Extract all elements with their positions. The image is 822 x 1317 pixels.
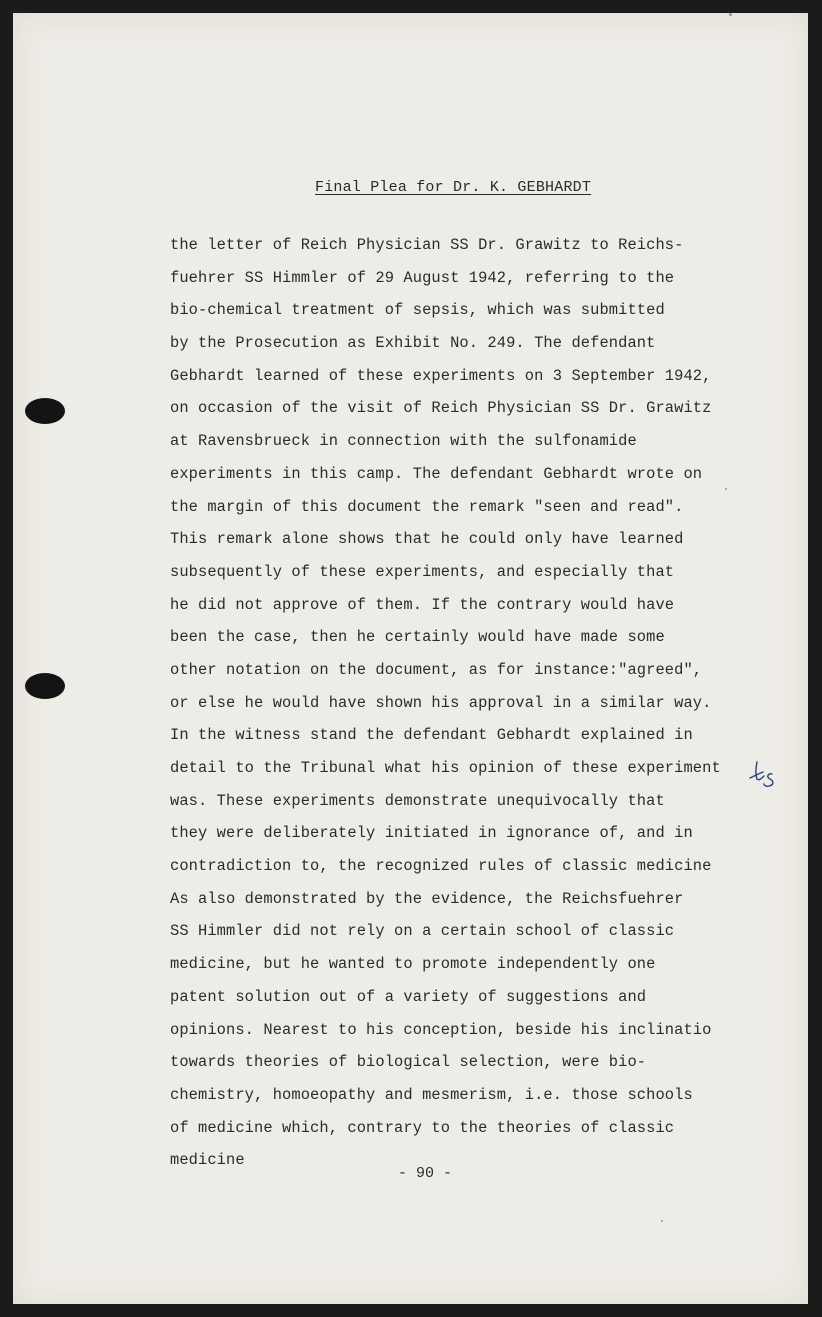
text-line: bio-chemical treatment of sepsis, which was submitted	[170, 301, 665, 320]
text-line: opinions. Nearest to his conception, beside his inclinatio	[170, 1020, 712, 1039]
text-line: been the case, then he certainly would have made some	[170, 628, 665, 647]
text-line: medicine	[170, 1151, 245, 1170]
document-page	[13, 13, 808, 1304]
text-line: he did not approve of them. If the contrary would have	[170, 595, 675, 614]
text-line: at Ravensbrueck in connection with the sulfonamide	[170, 432, 637, 451]
text-line: SS Himmler did not rely on a certain school of classic	[170, 922, 675, 941]
text-line: detail to the Tribunal what his opinion of these experiment	[170, 759, 721, 777]
text-line: on occasion of the visit of Reich Physician SS Dr. Grawitz	[170, 399, 712, 418]
text-line: subsequently of these experiments, and especially that	[170, 562, 675, 581]
text-line: the margin of this document the remark "seen and read".	[170, 497, 684, 516]
text-line: In the witness stand the defendant Gebhardt explained in	[170, 726, 693, 745]
text-line: As also demonstrated by the evidence, the Reichsfuehrer	[170, 889, 684, 908]
text-line: other notation on the document, as for instance:"agreed",	[170, 660, 703, 679]
text-line: the letter of Reich Physician SS Dr. Grawitz to Reichs-	[170, 236, 684, 254]
text-line: of medicine which, contrary to the theories of classic	[170, 1118, 675, 1137]
text-line: This remark alone shows that he could only have learned	[170, 530, 684, 549]
text-line: contradiction to, the recognized rules of classic medicine	[170, 857, 712, 876]
paper-speck	[725, 488, 727, 490]
punch-hole	[25, 398, 65, 424]
paper-speck	[729, 13, 732, 16]
paper-speck	[661, 1220, 663, 1222]
text-line: was. These experiments demonstrate unequivocally that	[170, 791, 665, 810]
text-line: by the Prosecution as Exhibit No. 249. The defendant	[170, 334, 656, 353]
text-line: chemistry, homoeopathy and mesmerism, i.e. those schools	[170, 1085, 693, 1104]
text-line: fuehrer SS Himmler of 29 August 1942, referring to the	[170, 268, 675, 287]
text-line: Gebhardt learned of these experiments on 3 September 1942,	[170, 366, 712, 385]
document-body	[170, 229, 800, 1177]
document-title: Final Plea for Dr. K. GEBHARDT	[315, 179, 592, 196]
text-line: they were deliberately initiated in ignorance of, and in	[170, 824, 693, 843]
text-line: or else he would have shown his approval in a similar way.	[170, 693, 712, 712]
text-line: experiments in this camp. The defendant Gebhardt wrote on	[170, 464, 703, 483]
text-line: patent solution out of a variety of suggestions and	[170, 987, 647, 1006]
page-number: - 90 -	[398, 1165, 453, 1182]
handwritten-correction	[746, 756, 780, 790]
punch-hole	[25, 673, 65, 699]
text-line: towards theories of biological selection, were bio-	[170, 1053, 647, 1072]
text-line: medicine, but he wanted to promote independently one	[170, 955, 656, 974]
